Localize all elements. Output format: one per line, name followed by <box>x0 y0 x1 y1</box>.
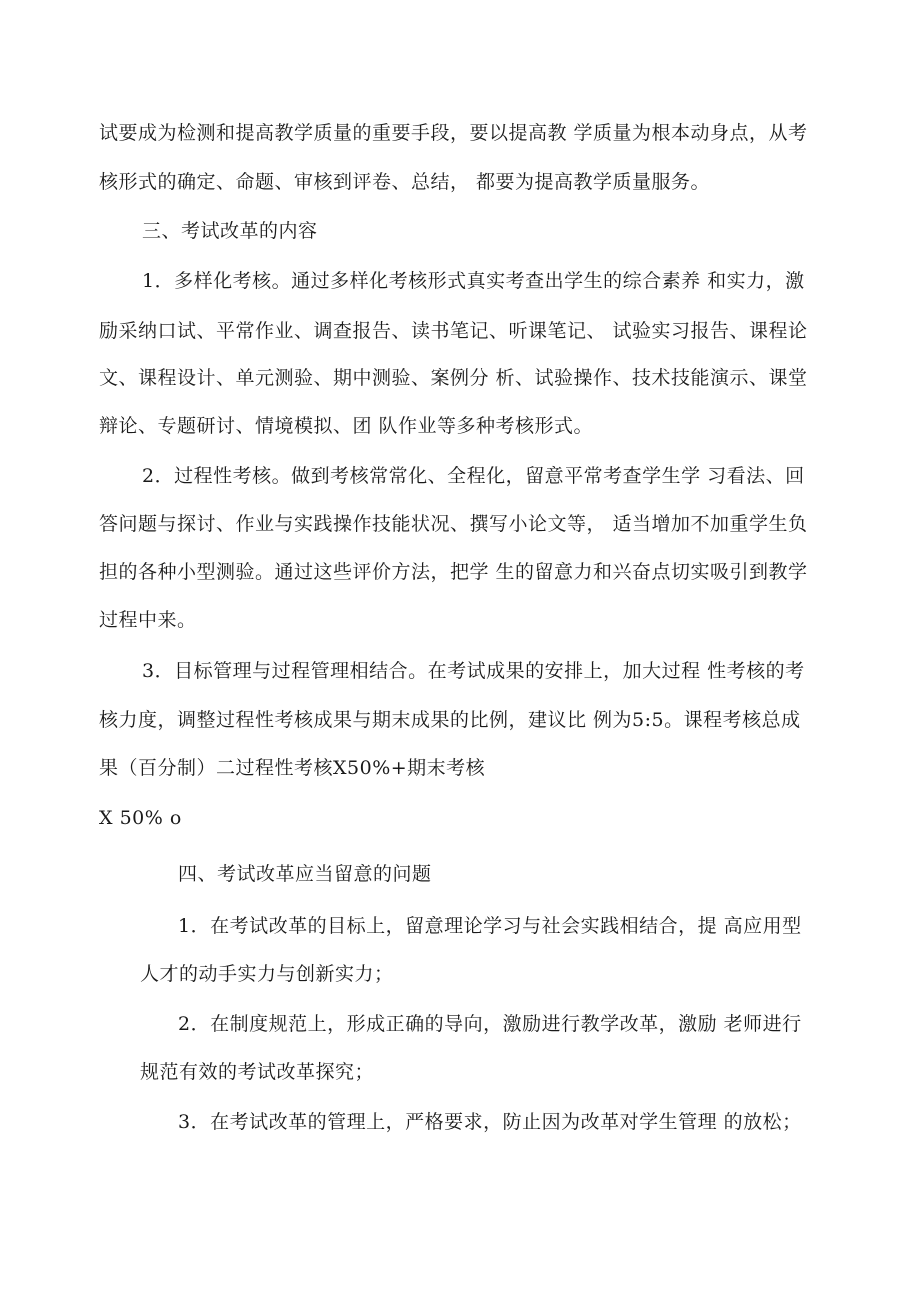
text-line: 辩论、专题研讨、情境模拟、团 队作业等多种考核形式。 <box>99 415 594 437</box>
text-line: 3．在考试改革的管理上，严格要求，防止因为改革对学生管理 的放松； <box>178 1111 802 1133</box>
section-heading: 三、考试改革的内容 <box>142 220 318 242</box>
text-line: 核力度，调整过程性考核成果与期末成果的比例，建议比 例为5:5。课程考核总成 <box>99 709 801 731</box>
text-line: 核形式的确定、命题、审核到评卷、总结， 都要为提高教学质量服务。 <box>99 171 711 193</box>
text-line: 规范有效的考试改革探究； <box>140 1061 375 1083</box>
text-line: 2．在制度规范上，形成正确的导向，激励进行教学改革，激励 老师进行 <box>178 1013 802 1035</box>
text-line: 1．多样化考核。通过多样化考核形式真实考查出学生的综合素养 和实力，激 <box>142 270 805 292</box>
text-line: 答问题与探讨、作业与实践操作技能状况、撰写小论文等， 适当增加不加重学生负 <box>99 513 808 535</box>
text-line: 试要成为检测和提高教学质量的重要手段，要以提高教 学质量为根本动身点，从考 <box>99 122 808 144</box>
text-line: 果（百分制）二过程性考核X50%+期末考核 <box>99 757 486 779</box>
text-line: X 50% o <box>99 807 182 829</box>
text-line: 励采纳口试、平常作业、调查报告、读书笔记、听课笔记、 试验实习报告、课程论 <box>99 320 808 342</box>
text-line: 过程中来。 <box>99 609 197 631</box>
text-line: 1．在考试改革的目标上，留意理论学习与社会实践相结合，提 高应用型 <box>178 915 802 937</box>
text-line: 文、课程设计、单元测验、期中测验、案例分 析、试验操作、技术技能演示、课堂 <box>99 367 808 389</box>
text-line: 3．目标管理与过程管理相结合。在考试成果的安排上，加大过程 性考核的考 <box>142 660 805 682</box>
text-line: 担的各种小型测验。通过这些评价方法，把学 生的留意力和兴奋点切实吸引到教学 <box>99 561 808 583</box>
text-line: 2．过程性考核。做到考核常常化、全程化，留意平常考查学生学 习看法、回 <box>142 465 805 487</box>
text-line: 人才的动手实力与创新实力； <box>140 963 394 985</box>
section-heading: 四、考试改革应当留意的问题 <box>178 863 432 885</box>
